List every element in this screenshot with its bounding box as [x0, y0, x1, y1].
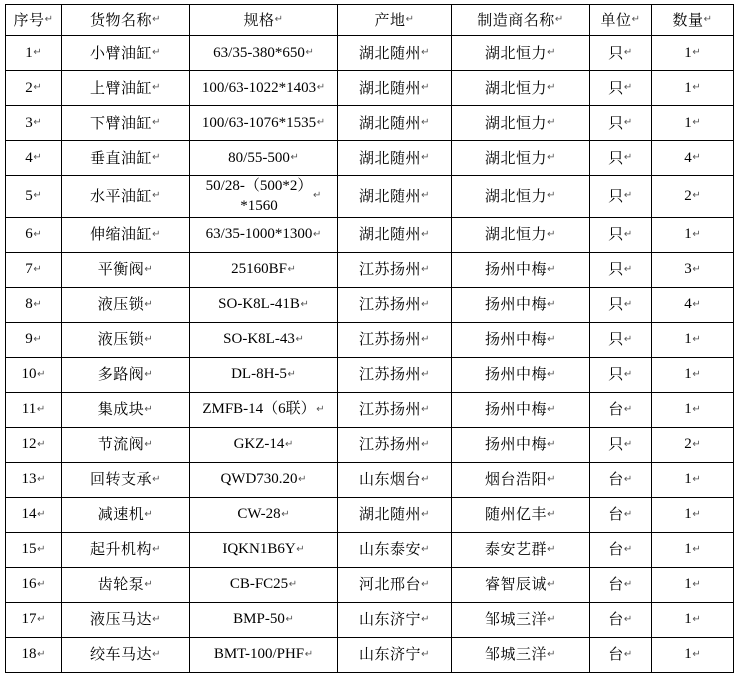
paragraph-mark-icon: ↵ — [547, 508, 556, 520]
cell-name: 水平油缸 ↵ — [62, 176, 190, 218]
cell-maker: 湖北恒力 ↵ — [452, 141, 590, 176]
cell-no: 9 ↵ — [6, 322, 62, 357]
cell-name: 液压马达 ↵ — [62, 602, 190, 637]
cell-no: 11 ↵ — [6, 392, 62, 427]
paragraph-mark-icon: ↵ — [304, 648, 314, 660]
paragraph-mark-icon: ↵ — [421, 263, 430, 275]
cell-origin: 山东泰安 ↵ — [338, 532, 452, 567]
paragraph-mark-icon: ↵ — [152, 13, 161, 25]
column-header-spec: 规格 ↵ — [190, 5, 338, 36]
column-header-maker: 制造商名称 ↵ — [452, 5, 590, 36]
paragraph-mark-icon: ↵ — [421, 228, 430, 240]
table-body — [6, 36, 734, 673]
cell-spec: IQKN1B6Y ↵ — [190, 532, 338, 567]
cell-name: 液压锁 ↵ — [62, 322, 190, 357]
paragraph-mark-icon: ↵ — [692, 543, 701, 555]
paragraph-mark-icon: ↵ — [623, 508, 633, 520]
paragraph-mark-icon: ↵ — [692, 648, 701, 660]
paragraph-mark-icon: ↵ — [144, 438, 154, 450]
paragraph-mark-icon: ↵ — [547, 263, 556, 275]
paragraph-mark-icon: ↵ — [623, 543, 633, 555]
cell-no: 13 ↵ — [6, 462, 62, 497]
paragraph-mark-icon: ↵ — [152, 46, 161, 58]
cell-maker: 邹城三洋 ↵ — [452, 602, 590, 637]
paragraph-mark-icon: ↵ — [547, 333, 556, 345]
cell-spec: 63/35-1000*1300 ↵ — [190, 217, 338, 252]
table-row — [6, 602, 734, 637]
cell-name: 上臂油缸 ↵ — [62, 71, 190, 106]
cell-maker: 随州亿丰 ↵ — [452, 497, 590, 532]
cell-name: 集成块 ↵ — [62, 392, 190, 427]
paragraph-mark-icon: ↵ — [547, 298, 556, 310]
paragraph-mark-icon: ↵ — [623, 648, 633, 660]
paragraph-mark-icon: ↵ — [37, 438, 46, 450]
paragraph-mark-icon: ↵ — [290, 151, 299, 163]
cell-origin: 江苏扬州 ↵ — [338, 427, 452, 462]
paragraph-mark-icon: ↵ — [421, 578, 430, 590]
cell-spec: BMP-50 ↵ — [190, 602, 338, 637]
cell-origin: 湖北随州 ↵ — [338, 36, 452, 71]
cell-name: 多路阀 ↵ — [62, 357, 190, 392]
cell-name: 小臂油缸 ↵ — [62, 36, 190, 71]
paragraph-mark-icon: ↵ — [623, 151, 633, 163]
paragraph-mark-icon: ↵ — [295, 333, 304, 345]
paragraph-mark-icon: ↵ — [421, 543, 430, 555]
paragraph-mark-icon: ↵ — [421, 438, 430, 450]
paragraph-mark-icon: ↵ — [144, 263, 154, 275]
paragraph-mark-icon: ↵ — [692, 81, 701, 93]
paragraph-mark-icon: ↵ — [421, 46, 430, 58]
cell-spec: QWD730.20 ↵ — [190, 462, 338, 497]
cell-spec: 100/63-1022*1403 ↵ — [190, 71, 338, 106]
paragraph-mark-icon: ↵ — [421, 298, 430, 310]
cell-qty: 2 ↵ — [652, 176, 734, 218]
paragraph-mark-icon: ↵ — [623, 81, 633, 93]
paragraph-mark-icon: ↵ — [37, 613, 46, 625]
cell-name: 下臂油缸 ↵ — [62, 106, 190, 141]
paragraph-mark-icon: ↵ — [623, 116, 633, 128]
paragraph-mark-icon: ↵ — [547, 438, 556, 450]
cell-maker: 泰安艺群 ↵ — [452, 532, 590, 567]
paragraph-mark-icon: ↵ — [692, 333, 701, 345]
paragraph-mark-icon: ↵ — [285, 613, 294, 625]
paragraph-mark-icon: ↵ — [288, 578, 298, 590]
cell-name: 节流阀 ↵ — [62, 427, 190, 462]
cell-qty: 1 ↵ — [652, 532, 734, 567]
cell-qty: 1 ↵ — [652, 497, 734, 532]
cell-name: 绞车马达 ↵ — [62, 637, 190, 672]
paragraph-mark-icon: ↵ — [144, 508, 154, 520]
paragraph-mark-icon: ↵ — [623, 298, 633, 310]
paragraph-mark-icon: ↵ — [623, 46, 633, 58]
cell-no: 3 ↵ — [6, 106, 62, 141]
paragraph-mark-icon: ↵ — [152, 613, 161, 625]
paragraph-mark-icon: ↵ — [316, 403, 325, 415]
paragraph-mark-icon: ↵ — [623, 438, 633, 450]
paragraph-mark-icon: ↵ — [44, 13, 54, 25]
paragraph-mark-icon: ↵ — [692, 151, 701, 163]
cell-no: 1 ↵ — [6, 36, 62, 71]
cell-origin: 湖北随州 ↵ — [338, 106, 452, 141]
cell-no: 10 ↵ — [6, 357, 62, 392]
cell-maker: 湖北恒力 ↵ — [452, 36, 590, 71]
cell-no: 8 ↵ — [6, 287, 62, 322]
paragraph-mark-icon: ↵ — [623, 613, 633, 625]
cell-unit: 只 ↵ — [590, 427, 652, 462]
cell-spec: BMT-100/PHF ↵ — [190, 637, 338, 672]
cell-spec: SO-K8L-43 ↵ — [190, 322, 338, 357]
paragraph-mark-icon: ↵ — [703, 13, 713, 25]
paragraph-mark-icon: ↵ — [421, 403, 430, 415]
cell-origin: 江苏扬州 ↵ — [338, 392, 452, 427]
paragraph-mark-icon: ↵ — [281, 508, 290, 520]
paragraph-mark-icon: ↵ — [405, 13, 415, 25]
paragraph-mark-icon: ↵ — [152, 116, 161, 128]
cell-qty: 1 ↵ — [652, 217, 734, 252]
paragraph-mark-icon: ↵ — [37, 368, 46, 380]
paragraph-mark-icon: ↵ — [144, 333, 154, 345]
cell-maker: 湖北恒力 ↵ — [452, 217, 590, 252]
cell-maker: 湖北恒力 ↵ — [452, 106, 590, 141]
cell-name: 垂直油缸 ↵ — [62, 141, 190, 176]
paragraph-mark-icon: ↵ — [631, 13, 641, 25]
paragraph-mark-icon: ↵ — [547, 368, 556, 380]
column-header-unit: 单位 ↵ — [590, 5, 652, 36]
paragraph-mark-icon: ↵ — [623, 368, 633, 380]
cell-name: 起升机构 ↵ — [62, 532, 190, 567]
paragraph-mark-icon: ↵ — [33, 298, 42, 310]
cell-unit: 只 ↵ — [590, 322, 652, 357]
paragraph-mark-icon: ↵ — [33, 190, 42, 201]
paragraph-mark-icon: ↵ — [547, 151, 556, 163]
table-row — [6, 106, 734, 141]
paragraph-mark-icon: ↵ — [547, 648, 556, 660]
paragraph-mark-icon: ↵ — [152, 228, 161, 240]
cell-maker: 扬州中梅 ↵ — [452, 357, 590, 392]
cell-origin: 湖北随州 ↵ — [338, 141, 452, 176]
paragraph-mark-icon: ↵ — [287, 263, 296, 275]
cell-spec: CB-FC25 ↵ — [190, 567, 338, 602]
cell-origin: 江苏扬州 ↵ — [338, 252, 452, 287]
table-row — [6, 71, 734, 106]
cell-no: 7 ↵ — [6, 252, 62, 287]
paragraph-mark-icon: ↵ — [36, 403, 46, 415]
paragraph-mark-icon: ↵ — [692, 473, 701, 485]
paragraph-mark-icon: ↵ — [547, 473, 556, 485]
paragraph-mark-icon: ↵ — [692, 46, 701, 58]
paragraph-mark-icon: ↵ — [547, 403, 556, 415]
cell-unit: 台 ↵ — [590, 532, 652, 567]
table-row — [6, 141, 734, 176]
cell-origin: 山东济宁 ↵ — [338, 602, 452, 637]
cell-origin: 山东烟台 ↵ — [338, 462, 452, 497]
cell-spec: 100/63-1076*1535 ↵ — [190, 106, 338, 141]
paragraph-mark-icon: ↵ — [33, 263, 42, 275]
paragraph-mark-icon: ↵ — [296, 543, 305, 555]
cell-name: 回转支承 ↵ — [62, 462, 190, 497]
cell-unit: 台 ↵ — [590, 567, 652, 602]
paragraph-mark-icon: ↵ — [305, 46, 314, 58]
table-row — [6, 36, 734, 71]
cell-no: 18 ↵ — [6, 637, 62, 672]
cell-spec: 63/35-380*650 ↵ — [190, 36, 338, 71]
paragraph-mark-icon: ↵ — [33, 228, 42, 240]
cell-name: 液压锁 ↵ — [62, 287, 190, 322]
table-row — [6, 176, 734, 218]
cell-name: 平衡阀 ↵ — [62, 252, 190, 287]
paragraph-mark-icon: ↵ — [547, 81, 556, 93]
cell-qty: 1 ↵ — [652, 392, 734, 427]
cell-no: 5 ↵ — [6, 176, 62, 218]
cell-unit: 台 ↵ — [590, 497, 652, 532]
paragraph-mark-icon: ↵ — [692, 368, 701, 380]
cell-origin: 江苏扬州 ↵ — [338, 357, 452, 392]
cell-qty: 4 ↵ — [652, 141, 734, 176]
cell-name: 伸缩油缸 ↵ — [62, 217, 190, 252]
cell-maker: 扬州中梅 ↵ — [452, 427, 590, 462]
document-sheet — [0, 4, 740, 694]
table-row — [6, 427, 734, 462]
cell-name: 齿轮泵 ↵ — [62, 567, 190, 602]
paragraph-mark-icon: ↵ — [547, 46, 556, 58]
paragraph-mark-icon: ↵ — [37, 648, 46, 660]
paragraph-mark-icon: ↵ — [312, 228, 322, 240]
paragraph-mark-icon: ↵ — [692, 613, 701, 625]
paragraph-mark-icon: ↵ — [547, 116, 556, 128]
cell-name: 减速机 ↵ — [62, 497, 190, 532]
paragraph-mark-icon: ↵ — [152, 648, 161, 660]
cell-no: 6 ↵ — [6, 217, 62, 252]
paragraph-mark-icon: ↵ — [692, 263, 701, 275]
cell-qty: 1 ↵ — [652, 357, 734, 392]
paragraph-mark-icon: ↵ — [33, 46, 42, 58]
paragraph-mark-icon: ↵ — [547, 190, 556, 201]
cell-qty: 1 ↵ — [652, 567, 734, 602]
cell-origin: 湖北随州 ↵ — [338, 217, 452, 252]
paragraph-mark-icon: ↵ — [144, 368, 154, 380]
cell-maker: 扬州中梅 ↵ — [452, 392, 590, 427]
paragraph-mark-icon: ↵ — [287, 368, 296, 380]
cell-spec: GKZ-14 ↵ — [190, 427, 338, 462]
paragraph-mark-icon: ↵ — [623, 228, 633, 240]
cell-qty: 3 ↵ — [652, 252, 734, 287]
paragraph-mark-icon: ↵ — [547, 228, 556, 240]
cell-unit: 只 ↵ — [590, 71, 652, 106]
paragraph-mark-icon: ↵ — [692, 578, 701, 590]
table-row — [6, 392, 734, 427]
table-row — [6, 567, 734, 602]
paragraph-mark-icon: ↵ — [37, 543, 46, 555]
cell-no: 2 ↵ — [6, 71, 62, 106]
paragraph-mark-icon: ↵ — [421, 190, 430, 201]
paragraph-mark-icon: ↵ — [316, 81, 326, 93]
cell-maker: 烟台浩阳 ↵ — [452, 462, 590, 497]
paragraph-mark-icon: ↵ — [144, 298, 154, 310]
paragraph-mark-icon: ↵ — [547, 613, 556, 625]
paragraph-mark-icon: ↵ — [421, 81, 430, 93]
cell-no: 16 ↵ — [6, 567, 62, 602]
paragraph-mark-icon: ↵ — [37, 473, 46, 485]
cell-spec: DL-8H-5 ↵ — [190, 357, 338, 392]
table-row — [6, 287, 734, 322]
cell-qty: 4 ↵ — [652, 287, 734, 322]
cell-unit: 台 ↵ — [590, 392, 652, 427]
cell-maker: 扬州中梅 ↵ — [452, 322, 590, 357]
table-row — [6, 357, 734, 392]
paragraph-mark-icon: ↵ — [554, 13, 564, 25]
paragraph-mark-icon: ↵ — [623, 190, 633, 201]
table-row — [6, 217, 734, 252]
paragraph-mark-icon: ↵ — [421, 473, 430, 485]
paragraph-mark-icon: ↵ — [623, 403, 633, 415]
cell-qty: 1 ↵ — [652, 637, 734, 672]
cell-maker: 睿智辰诚 ↵ — [452, 567, 590, 602]
paragraph-mark-icon: ↵ — [421, 613, 430, 625]
cell-maker: 湖北恒力 ↵ — [452, 176, 590, 218]
paragraph-mark-icon: ↵ — [692, 403, 701, 415]
table-header — [6, 5, 734, 36]
paragraph-mark-icon: ↵ — [316, 116, 326, 128]
cell-qty: 1 ↵ — [652, 462, 734, 497]
cell-qty: 1 ↵ — [652, 602, 734, 637]
paragraph-mark-icon: ↵ — [623, 333, 633, 345]
cell-origin: 湖北随州 ↵ — [338, 176, 452, 218]
cell-qty: 1 ↵ — [652, 322, 734, 357]
paragraph-mark-icon: ↵ — [692, 190, 701, 201]
paragraph-mark-icon: ↵ — [33, 151, 42, 163]
cell-maker: 湖北恒力 ↵ — [452, 71, 590, 106]
paragraph-mark-icon: ↵ — [547, 578, 556, 590]
cell-unit: 只 ↵ — [590, 217, 652, 252]
paragraph-mark-icon: ↵ — [300, 298, 309, 310]
cell-maker: 扬州中梅 ↵ — [452, 287, 590, 322]
paragraph-mark-icon: ↵ — [692, 438, 701, 450]
paragraph-mark-icon: ↵ — [285, 438, 294, 450]
cell-unit: 只 ↵ — [590, 141, 652, 176]
table-row — [6, 252, 734, 287]
cell-spec: SO-K8L-41B ↵ — [190, 287, 338, 322]
table-header-row — [6, 5, 734, 36]
paragraph-mark-icon: ↵ — [33, 81, 42, 93]
cell-unit: 只 ↵ — [590, 106, 652, 141]
column-header-name: 货物名称 ↵ — [62, 5, 190, 36]
cell-unit: 台 ↵ — [590, 462, 652, 497]
cell-unit: 只 ↵ — [590, 357, 652, 392]
goods-table — [5, 4, 734, 673]
paragraph-mark-icon: ↵ — [312, 190, 322, 201]
paragraph-mark-icon: ↵ — [623, 578, 633, 590]
paragraph-mark-icon: ↵ — [144, 403, 154, 415]
cell-no: 12 ↵ — [6, 427, 62, 462]
cell-spec: ZMFB-14（6联） ↵ — [190, 392, 338, 427]
cell-origin: 江苏扬州 ↵ — [338, 287, 452, 322]
cell-origin: 山东济宁 ↵ — [338, 637, 452, 672]
paragraph-mark-icon: ↵ — [144, 578, 154, 590]
paragraph-mark-icon: ↵ — [421, 151, 430, 163]
paragraph-mark-icon: ↵ — [152, 151, 161, 163]
cell-maker: 邹城三洋 ↵ — [452, 637, 590, 672]
cell-origin: 湖北随州 ↵ — [338, 71, 452, 106]
paragraph-mark-icon: ↵ — [623, 473, 633, 485]
paragraph-mark-icon: ↵ — [298, 473, 307, 485]
table-row — [6, 532, 734, 567]
paragraph-mark-icon: ↵ — [421, 116, 430, 128]
cell-spec: 25160BF ↵ — [190, 252, 338, 287]
cell-unit: 只 ↵ — [590, 252, 652, 287]
cell-origin: 湖北随州 ↵ — [338, 497, 452, 532]
paragraph-mark-icon: ↵ — [37, 578, 46, 590]
cell-spec: 80/55-500 ↵ — [190, 141, 338, 176]
paragraph-mark-icon: ↵ — [152, 81, 161, 93]
cell-spec: 50/28-（500*2） *1560 ↵ — [190, 176, 338, 218]
table-row — [6, 322, 734, 357]
paragraph-mark-icon: ↵ — [37, 508, 46, 520]
cell-qty: 1 ↵ — [652, 36, 734, 71]
cell-no: 4 ↵ — [6, 141, 62, 176]
paragraph-mark-icon: ↵ — [623, 263, 633, 275]
cell-no: 17 ↵ — [6, 602, 62, 637]
cell-qty: 2 ↵ — [652, 427, 734, 462]
table-row — [6, 637, 734, 672]
cell-qty: 1 ↵ — [652, 71, 734, 106]
paragraph-mark-icon: ↵ — [692, 508, 701, 520]
paragraph-mark-icon: ↵ — [547, 543, 556, 555]
cell-unit: 只 ↵ — [590, 287, 652, 322]
paragraph-mark-icon: ↵ — [421, 648, 430, 660]
paragraph-mark-icon: ↵ — [33, 333, 42, 345]
cell-unit: 只 ↵ — [590, 176, 652, 218]
column-header-no: 序号 ↵ — [6, 5, 62, 36]
cell-no: 14 ↵ — [6, 497, 62, 532]
paragraph-mark-icon: ↵ — [33, 116, 42, 128]
paragraph-mark-icon: ↵ — [274, 13, 284, 25]
paragraph-mark-icon: ↵ — [152, 473, 161, 485]
cell-unit: 台 ↵ — [590, 602, 652, 637]
cell-unit: 台 ↵ — [590, 637, 652, 672]
column-header-origin: 产地 ↵ — [338, 5, 452, 36]
paragraph-mark-icon: ↵ — [692, 116, 701, 128]
cell-no: 15 ↵ — [6, 532, 62, 567]
table-row — [6, 462, 734, 497]
paragraph-mark-icon: ↵ — [421, 508, 430, 520]
paragraph-mark-icon: ↵ — [152, 543, 161, 555]
column-header-qty: 数量 ↵ — [652, 5, 734, 36]
table-row — [6, 497, 734, 532]
cell-origin: 江苏扬州 ↵ — [338, 322, 452, 357]
paragraph-mark-icon: ↵ — [421, 333, 430, 345]
cell-origin: 河北邢台 ↵ — [338, 567, 452, 602]
cell-spec: CW-28 ↵ — [190, 497, 338, 532]
paragraph-mark-icon: ↵ — [421, 368, 430, 380]
paragraph-mark-icon: ↵ — [692, 228, 701, 240]
cell-maker: 扬州中梅 ↵ — [452, 252, 590, 287]
paragraph-mark-icon: ↵ — [152, 190, 161, 201]
cell-qty: 1 ↵ — [652, 106, 734, 141]
cell-unit: 只 ↵ — [590, 36, 652, 71]
paragraph-mark-icon: ↵ — [692, 298, 701, 310]
